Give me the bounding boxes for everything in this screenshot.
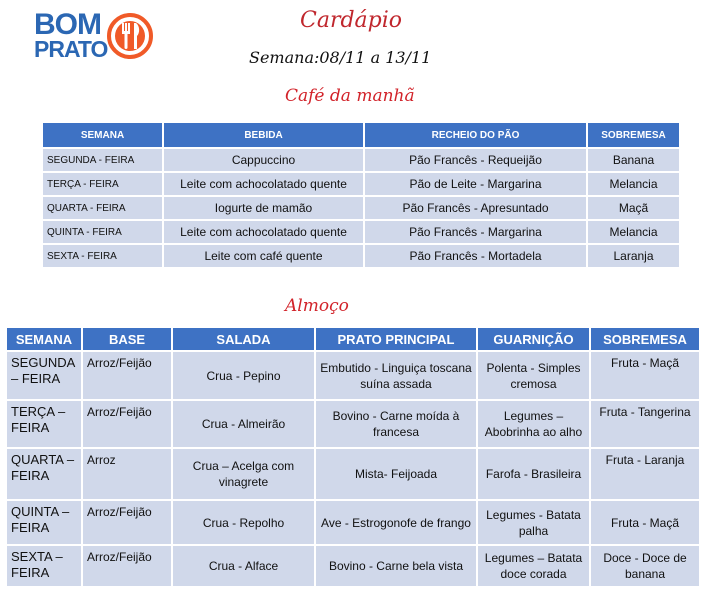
cell-salada: Crua - Alface: [172, 545, 315, 587]
table-row: [42, 196, 680, 220]
cell-base: Arroz/Feijão: [82, 545, 172, 587]
cell-salada: Crua – Acelga com vinagrete: [172, 448, 315, 500]
header-semana: SEMANA: [42, 122, 163, 148]
cell-base: Arroz/Feijão: [82, 351, 172, 400]
table-row: [42, 244, 680, 268]
cell-recheio: Pão Francês - Mortadela: [364, 244, 587, 268]
table-row: [6, 448, 700, 500]
cell-sobremesa: Laranja: [587, 244, 680, 268]
table-row: [6, 400, 700, 448]
table-row: [6, 500, 700, 545]
fork-knife-plate-icon: [106, 12, 154, 60]
cell-day: SEGUNDA – FEIRA: [6, 351, 82, 400]
cell-prato: Ave - Estrogonofe de frango: [315, 500, 477, 545]
header-sobremesa: SOBREMESA: [587, 122, 680, 148]
cell-guarnicao: Legumes – Batata doce corada: [477, 545, 590, 587]
lunch-header-row: [6, 327, 700, 351]
table-row: [6, 545, 700, 587]
header-guarnicao: GUARNIÇÃO: [477, 327, 590, 351]
cell-bebida: Iogurte de mamão: [163, 196, 364, 220]
header-semana: SEMANA: [6, 327, 82, 351]
header-sobremesa: SOBREMESA: [590, 327, 700, 351]
cell-bebida: Cappuccino: [163, 148, 364, 172]
header-base: BASE: [82, 327, 172, 351]
cell-recheio: Pão Francês - Apresuntado: [364, 196, 587, 220]
cell-salada: Crua - Pepino: [172, 351, 315, 400]
cell-day: SEXTA - FEIRA: [42, 244, 163, 268]
cell-bebida: Leite com café quente: [163, 244, 364, 268]
cell-base: Arroz/Feijão: [82, 400, 172, 448]
table-row: [42, 220, 680, 244]
cell-bebida: Leite com achocolatado quente: [163, 220, 364, 244]
cell-prato: Mista- Feijoada: [315, 448, 477, 500]
cell-guarnicao: Legumes - Batata palha: [477, 500, 590, 545]
cell-sobremesa: Melancia: [587, 220, 680, 244]
cell-sobremesa: Maçã: [587, 196, 680, 220]
logo: [34, 10, 159, 66]
cell-guarnicao: Farofa - Brasileira: [477, 448, 590, 500]
cell-day: QUARTA – FEIRA: [6, 448, 82, 500]
cell-day: QUARTA - FEIRA: [42, 196, 163, 220]
cell-prato: Bovino - Carne moída à francesa: [315, 400, 477, 448]
cell-sobremesa: Melancia: [587, 172, 680, 196]
cell-day: TERÇA – FEIRA: [6, 400, 82, 448]
logo-text-prato: PRATO: [34, 36, 108, 62]
cell-bebida: Leite com achocolatado quente: [163, 172, 364, 196]
cell-salada: Crua - Repolho: [172, 500, 315, 545]
cell-recheio: Pão Francês - Margarina: [364, 220, 587, 244]
cell-sobremesa: Doce - Doce de banana: [590, 545, 700, 587]
cell-day: QUINTA - FEIRA: [42, 220, 163, 244]
header-salada: SALADA: [172, 327, 315, 351]
cell-sobremesa: Fruta - Maçã: [590, 500, 700, 545]
table-row: [6, 351, 700, 400]
page-title: Cardápio: [300, 8, 403, 33]
logo-text-bom: BOM: [34, 8, 101, 41]
breakfast-header-row: [42, 122, 680, 148]
cell-day: QUINTA – FEIRA: [6, 500, 82, 545]
cell-sobremesa: Banana: [587, 148, 680, 172]
cell-guarnicao: Legumes – Abobrinha ao alho: [477, 400, 590, 448]
cell-day: SEXTA – FEIRA: [6, 545, 82, 587]
cell-prato: Bovino - Carne bela vista: [315, 545, 477, 587]
cell-base: Arroz/Feijão: [82, 500, 172, 545]
cell-sobremesa: Fruta - Maçã: [590, 351, 700, 400]
lunch-table: [5, 326, 701, 588]
table-row: [42, 148, 680, 172]
header-recheio: RECHEIO DO PÃO: [364, 122, 587, 148]
header-bebida: BEBIDA: [163, 122, 364, 148]
breakfast-title: Café da manhã: [285, 86, 415, 106]
cell-base: Arroz: [82, 448, 172, 500]
cell-salada: Crua - Almeirão: [172, 400, 315, 448]
cell-prato: Embutido - Linguiça toscana suína assada: [315, 351, 477, 400]
cell-recheio: Pão de Leite - Margarina: [364, 172, 587, 196]
cell-guarnicao: Polenta - Simples cremosa: [477, 351, 590, 400]
cell-day: SEGUNDA - FEIRA: [42, 148, 163, 172]
lunch-title: Almoço: [285, 296, 349, 316]
cell-day: TERÇA - FEIRA: [42, 172, 163, 196]
cell-sobremesa: Fruta - Tangerina: [590, 400, 700, 448]
table-row: [42, 172, 680, 196]
cell-sobremesa: Fruta - Laranja: [590, 448, 700, 500]
cell-recheio: Pão Francês - Requeijão: [364, 148, 587, 172]
breakfast-table: [41, 121, 681, 269]
header-prato-principal: PRATO PRINCIPAL: [315, 327, 477, 351]
week-range: Semana:08/11 a 13/11: [249, 48, 432, 67]
